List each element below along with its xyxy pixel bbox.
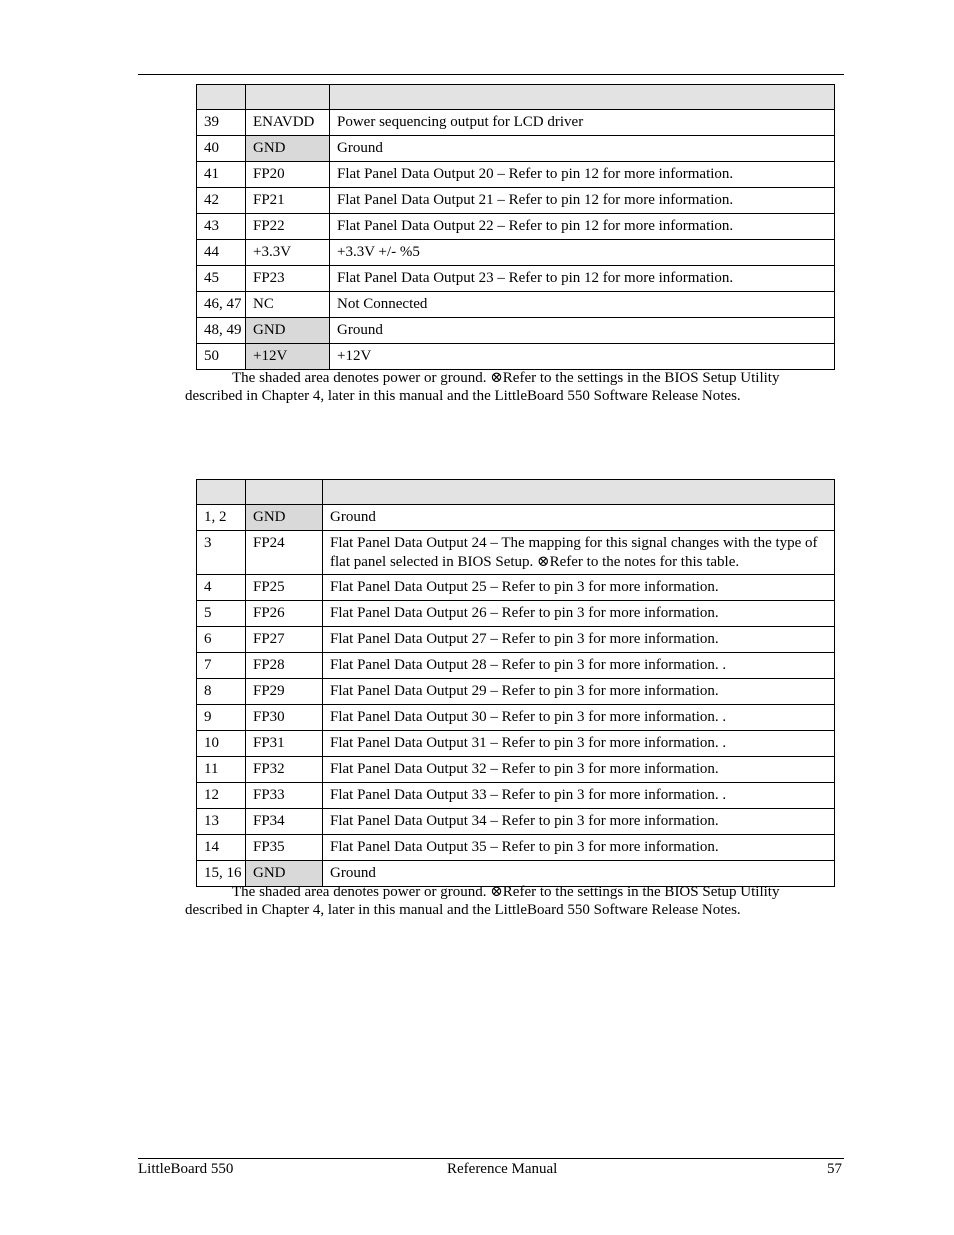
description-cell: Flat Panel Data Output 28 – Refer to pin 3 for more information. . — [323, 653, 835, 679]
signal-cell: FP29 — [246, 679, 323, 705]
table-row — [197, 731, 835, 757]
table-row — [197, 505, 835, 531]
table-row — [197, 240, 835, 266]
pin-cell: 12 — [197, 783, 246, 809]
table-row — [197, 679, 835, 705]
signal-cell: FP28 — [246, 653, 323, 679]
signal-cell: ENAVDD — [246, 110, 330, 136]
description-cell: Ground — [330, 318, 835, 344]
signal-cell: GND — [246, 505, 323, 531]
table-header-row — [197, 480, 835, 505]
signal-cell: FP21 — [246, 188, 330, 214]
note-line: The shaded area denotes power or ground. ⊗Refer to the settings in the BIOS Setup Utility — [232, 884, 780, 900]
pin-cell: 41 — [197, 162, 246, 188]
description-cell: Flat Panel Data Output 33 – Refer to pin 3 for more information. . — [323, 783, 835, 809]
header-signal — [246, 480, 323, 505]
signal-cell: GND — [246, 136, 330, 162]
table-row — [197, 266, 835, 292]
signal-cell: FP35 — [246, 835, 323, 861]
table-row — [197, 627, 835, 653]
header-description — [330, 85, 835, 110]
table-note — [185, 369, 845, 405]
description-cell: Flat Panel Data Output 32 – Refer to pin 3 for more information. — [323, 757, 835, 783]
header-description — [323, 480, 835, 505]
footer-product-name: LittleBoard 550 — [138, 1161, 234, 1177]
pin-cell: 44 — [197, 240, 246, 266]
pin-cell: 10 — [197, 731, 246, 757]
pin-cell: 3 — [197, 531, 246, 575]
pin-cell: 46, 47 — [197, 292, 246, 318]
pin-cell: 50 — [197, 344, 246, 370]
description-cell: Flat Panel Data Output 22 – Refer to pin 12 for more information. — [330, 214, 835, 240]
signal-cell: FP22 — [246, 214, 330, 240]
pin-table-2 — [196, 479, 835, 887]
table-row — [197, 653, 835, 679]
description-cell: Flat Panel Data Output 35 – Refer to pin 3 for more information. — [323, 835, 835, 861]
description-cell: Ground — [323, 861, 835, 887]
description-cell: Flat Panel Data Output 24 – The mapping for this signal changes with the type of flat panel selected in BIOS Setup. ⊗Refer to the notes for this table. — [323, 531, 835, 575]
header-rule — [138, 74, 844, 75]
table-row — [197, 110, 835, 136]
header-signal — [246, 85, 330, 110]
table-row — [197, 601, 835, 627]
signal-cell: +12V — [246, 344, 330, 370]
description-cell: Ground — [323, 505, 835, 531]
pin-cell: 48, 49 — [197, 318, 246, 344]
description-cell: +12V — [330, 344, 835, 370]
pin-cell: 5 — [197, 601, 246, 627]
signal-cell: FP27 — [246, 627, 323, 653]
signal-cell: FP25 — [246, 575, 323, 601]
table-row — [197, 757, 835, 783]
signal-cell: FP33 — [246, 783, 323, 809]
table-header-row — [197, 85, 835, 110]
signal-cell: FP23 — [246, 266, 330, 292]
pin-cell: 43 — [197, 214, 246, 240]
signal-cell: +3.3V — [246, 240, 330, 266]
table-row — [197, 835, 835, 861]
signal-cell: FP32 — [246, 757, 323, 783]
footer-rule — [138, 1158, 844, 1159]
header-pin — [197, 480, 246, 505]
table-row — [197, 705, 835, 731]
description-cell: Ground — [330, 136, 835, 162]
footer-page-number: 57 — [827, 1161, 842, 1177]
description-cell: Flat Panel Data Output 23 – Refer to pin 12 for more information. — [330, 266, 835, 292]
description-cell: Flat Panel Data Output 30 – Refer to pin 3 for more information. . — [323, 705, 835, 731]
pin-cell: 4 — [197, 575, 246, 601]
signal-cell: GND — [246, 861, 323, 887]
table-note — [185, 883, 845, 919]
table-row — [197, 531, 835, 575]
signal-cell: GND — [246, 318, 330, 344]
note-line: described in Chapter 4, later in this manual and the LittleBoard 550 Software Release Notes. — [185, 388, 741, 404]
pin-cell: 39 — [197, 110, 246, 136]
table-row — [197, 214, 835, 240]
signal-cell: FP26 — [246, 601, 323, 627]
signal-cell: FP20 — [246, 162, 330, 188]
table-row — [197, 162, 835, 188]
table-row — [197, 292, 835, 318]
signal-cell: FP31 — [246, 731, 323, 757]
pin-cell: 45 — [197, 266, 246, 292]
pin-cell: 40 — [197, 136, 246, 162]
description-cell: +3.3V +/- %5 — [330, 240, 835, 266]
description-cell: Flat Panel Data Output 34 – Refer to pin 3 for more information. — [323, 809, 835, 835]
footer-document-title: Reference Manual — [447, 1161, 558, 1177]
header-pin — [197, 85, 246, 110]
pin-table-1 — [196, 84, 835, 370]
note-line: The shaded area denotes power or ground. ⊗Refer to the settings in the BIOS Setup Utility — [232, 370, 780, 386]
pin-cell: 6 — [197, 627, 246, 653]
description-cell: Power sequencing output for LCD driver — [330, 110, 835, 136]
description-cell: Flat Panel Data Output 31 – Refer to pin 3 for more information. . — [323, 731, 835, 757]
description-cell: Flat Panel Data Output 29 – Refer to pin 3 for more information. — [323, 679, 835, 705]
signal-cell: FP34 — [246, 809, 323, 835]
table-row — [197, 344, 835, 370]
table-row — [197, 783, 835, 809]
description-cell: Flat Panel Data Output 27 – Refer to pin 3 for more information. — [323, 627, 835, 653]
note-line: described in Chapter 4, later in this manual and the LittleBoard 550 Software Release Notes. — [185, 902, 741, 918]
pin-cell: 9 — [197, 705, 246, 731]
signal-cell: NC — [246, 292, 330, 318]
description-cell: Flat Panel Data Output 21 – Refer to pin 12 for more information. — [330, 188, 835, 214]
signal-cell: FP24 — [246, 531, 323, 575]
table-row — [197, 318, 835, 344]
pin-cell: 13 — [197, 809, 246, 835]
pin-cell: 15, 16 — [197, 861, 246, 887]
description-cell: Flat Panel Data Output 25 – Refer to pin 3 for more information. — [323, 575, 835, 601]
table-row — [197, 136, 835, 162]
description-cell: Not Connected — [330, 292, 835, 318]
pin-cell: 7 — [197, 653, 246, 679]
signal-cell: FP30 — [246, 705, 323, 731]
description-cell: Flat Panel Data Output 20 – Refer to pin 12 for more information. — [330, 162, 835, 188]
pin-cell: 8 — [197, 679, 246, 705]
pin-cell: 1, 2 — [197, 505, 246, 531]
pin-cell: 11 — [197, 757, 246, 783]
table-row — [197, 575, 835, 601]
description-cell: Flat Panel Data Output 26 – Refer to pin 3 for more information. — [323, 601, 835, 627]
pin-cell: 14 — [197, 835, 246, 861]
table-row — [197, 809, 835, 835]
pin-cell: 42 — [197, 188, 246, 214]
table-row — [197, 188, 835, 214]
